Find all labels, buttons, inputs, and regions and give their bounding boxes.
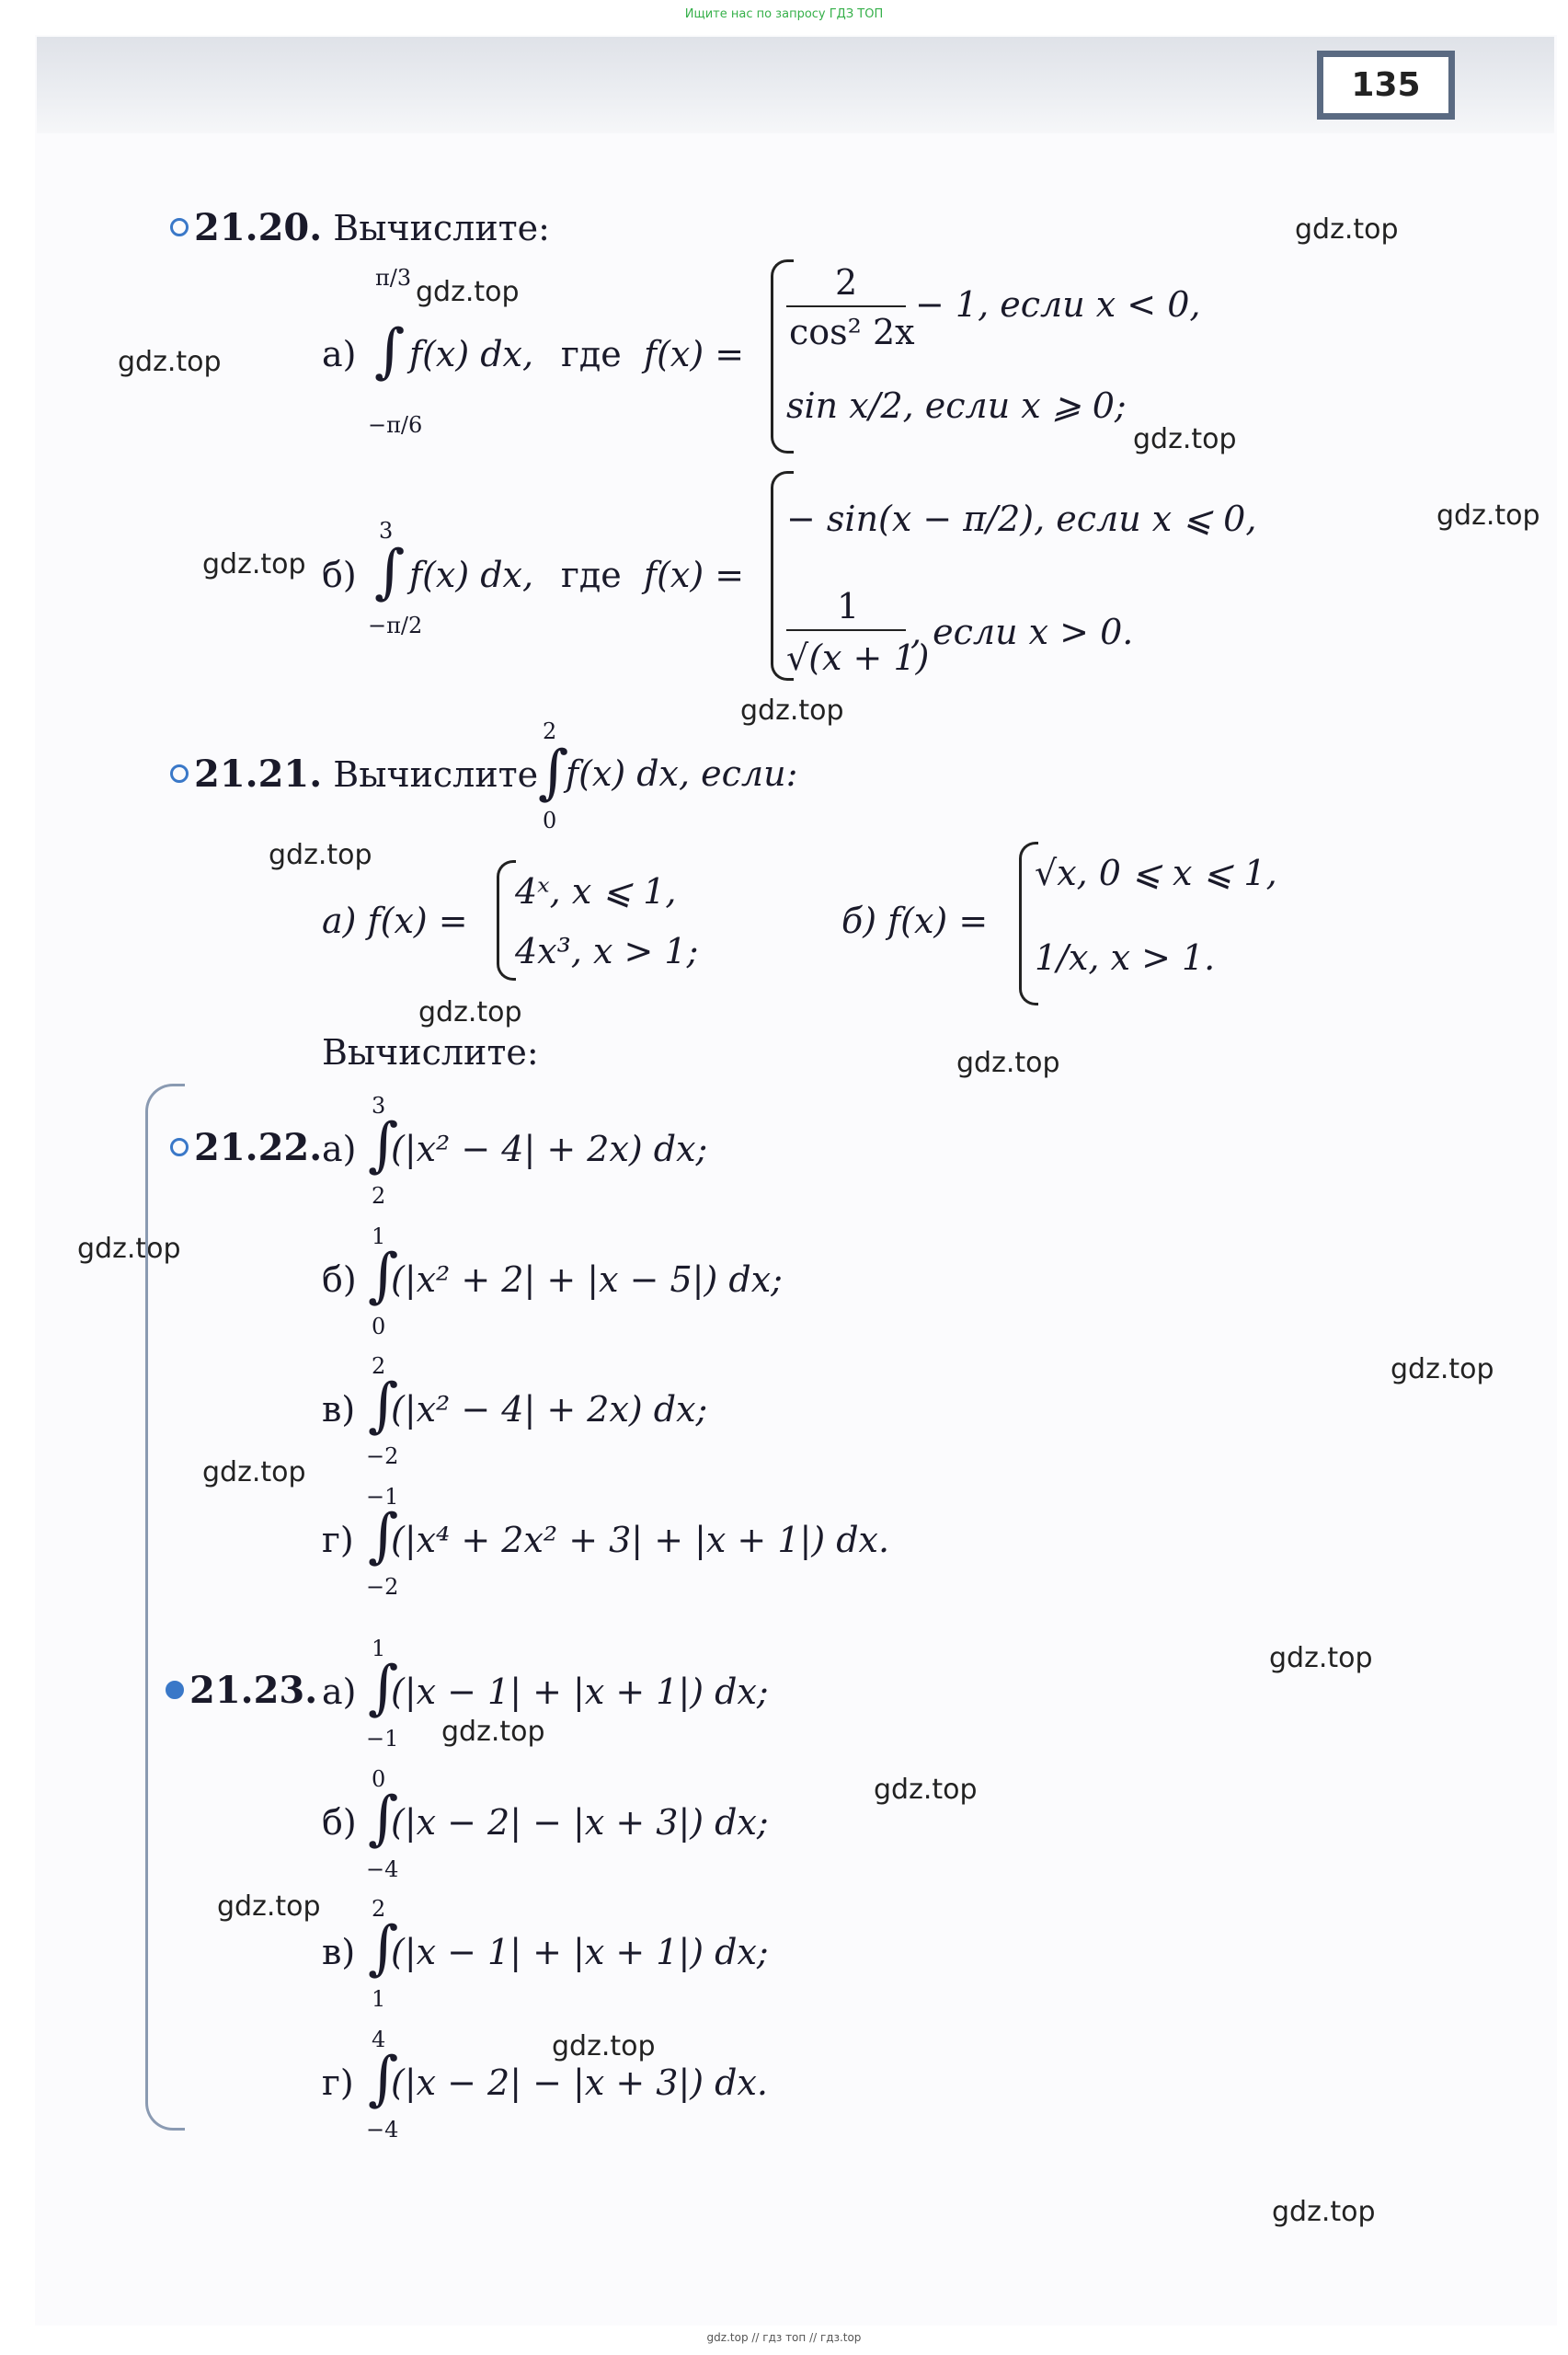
- integrand-expression: (|x − 1| + |x + 1|) dx;: [391, 1932, 769, 1972]
- case-condition: − 1, если x < 0,: [915, 284, 1201, 325]
- watermark: gdz.top: [1436, 500, 1540, 532]
- item-label: а) f(x) =: [322, 901, 468, 941]
- watermark: gdz.top: [77, 1233, 181, 1265]
- problem-21-23-heading: [166, 1669, 318, 1712]
- integral-upper-limit: 4: [372, 2027, 386, 2052]
- integral-sign-icon: ∫: [368, 1914, 399, 1982]
- page-number: 135: [1317, 51, 1455, 120]
- problem-number: 21.23.: [189, 1669, 318, 1712]
- integrand: f(x) dx, если:: [566, 753, 798, 794]
- integral-upper-limit: 3: [372, 1093, 386, 1119]
- where-word: где: [561, 334, 622, 374]
- problem-marker-filled-icon: [166, 1681, 184, 1699]
- top-banner-text: Ищите нас по запросу ГДЗ ТОП: [684, 7, 884, 21]
- integrand: f(x) dx,: [409, 555, 534, 595]
- group-bracket: [145, 1084, 185, 2131]
- item-label: б): [322, 555, 357, 595]
- problem-marker-icon: [170, 764, 189, 783]
- integral-upper-limit: 2: [372, 1896, 386, 1922]
- watermark: gdz.top: [1133, 423, 1237, 455]
- integral-lower-limit: 1: [372, 1986, 386, 2012]
- integral-lower-limit: −2: [366, 1574, 399, 1600]
- case-expression: 4ˣ, x ⩽ 1,: [515, 871, 677, 912]
- watermark: gdz.top: [874, 1774, 978, 1806]
- integral-sign-icon: ∫: [368, 1111, 399, 1179]
- integral-lower-limit: −π/2: [368, 613, 423, 638]
- case-condition: , если x > 0.: [910, 612, 1134, 652]
- problem-marker-icon: [170, 1138, 189, 1156]
- item-label: б): [322, 1259, 357, 1300]
- watermark: gdz.top: [202, 1456, 306, 1488]
- watermark: gdz.top: [956, 1047, 1060, 1079]
- integrand-expression: (|x − 1| + |x + 1|) dx;: [391, 1671, 769, 1712]
- integral-upper-limit: 0: [372, 1766, 386, 1792]
- integral-upper-limit: −1: [366, 1484, 399, 1510]
- watermark: gdz.top: [1295, 213, 1399, 246]
- watermark: gdz.top: [740, 695, 844, 727]
- problem-title: Вычислите:: [333, 208, 550, 248]
- case-expression: √x, 0 ⩽ x ⩽ 1,: [1035, 853, 1277, 893]
- fraction-bar: [786, 629, 906, 631]
- integral-lower-limit: 0: [372, 1314, 386, 1339]
- case-expression: − sin(x − π/2), если x ⩽ 0,: [786, 499, 1257, 539]
- watermark: gdz.top: [416, 276, 520, 308]
- problem-number: 21.21.: [194, 752, 323, 796]
- problem-title: Вычислите: [333, 754, 539, 795]
- integral-sign-icon: ∫: [368, 1654, 399, 1722]
- problem-marker-icon: [170, 218, 189, 236]
- watermark: gdz.top: [441, 1716, 545, 1748]
- integral-lower-limit: −2: [366, 1443, 399, 1469]
- page-sheet: [35, 35, 1557, 2326]
- integral-sign-icon: ∫: [368, 1785, 399, 1853]
- fraction-numerator: 1: [837, 586, 860, 626]
- integral-lower-limit: −1: [366, 1726, 399, 1752]
- integral-lower-limit: 0: [543, 808, 557, 833]
- watermark: gdz.top: [1272, 2196, 1376, 2228]
- integral-lower-limit: 2: [372, 1183, 386, 1209]
- fraction-denominator: √(x + 1): [786, 638, 930, 678]
- integral-sign-icon: ∫: [368, 2045, 399, 2113]
- section-subtitle: Вычислите:: [322, 1032, 539, 1073]
- integrand-expression: (|x − 2| − |x + 3|) dx;: [391, 1802, 769, 1843]
- item-label: б): [322, 1802, 357, 1843]
- problem-21-21-heading: [170, 752, 539, 796]
- integral-upper-limit: 3: [379, 518, 394, 544]
- integrand-expression: (|x⁴ + 2x² + 3| + |x + 1|) dx.: [391, 1520, 890, 1560]
- item-label: а): [322, 334, 357, 374]
- integral-upper-limit: 2: [543, 718, 557, 744]
- cases-brace: [497, 860, 516, 981]
- function-def: f(x) =: [644, 555, 745, 595]
- watermark: gdz.top: [118, 346, 222, 378]
- item-label: б) f(x) =: [841, 901, 989, 941]
- integral-upper-limit: 2: [372, 1353, 386, 1379]
- watermark: gdz.top: [1391, 1353, 1494, 1385]
- integral-lower-limit: −4: [366, 1856, 399, 1882]
- integral-lower-limit: −π/6: [368, 412, 423, 438]
- item-label: г): [322, 2062, 354, 2103]
- problem-21-22-heading: [170, 1126, 323, 1169]
- item-label: г): [322, 1520, 354, 1560]
- integrand: f(x) dx,: [409, 334, 534, 374]
- case-expression: 1/x, x > 1.: [1035, 937, 1216, 978]
- integral-upper-limit: 1: [372, 1636, 386, 1661]
- problem-number: 21.20.: [194, 206, 323, 249]
- integral-upper-limit: π/3: [375, 265, 412, 291]
- integral-sign-icon: ∫: [368, 1502, 399, 1570]
- fraction-bar: [786, 305, 906, 307]
- item-label: в): [322, 1389, 356, 1430]
- case-expression: 4x³, x > 1;: [515, 931, 699, 971]
- integrand-expression: (|x² − 4| + 2x) dx;: [391, 1389, 708, 1430]
- watermark: gdz.top: [552, 2030, 656, 2062]
- problem-21-20-heading: [170, 206, 550, 249]
- fraction-numerator: 2: [835, 262, 858, 303]
- integral-sign-icon: ∫: [368, 1242, 399, 1310]
- fraction-denominator: cos² 2x: [789, 312, 915, 352]
- integrand-expression: (|x² + 2| + |x − 5|) dx;: [391, 1259, 783, 1300]
- where-word: где: [561, 555, 622, 595]
- case-expression: sin x/2, если x ⩾ 0;: [786, 385, 1127, 426]
- watermark: gdz.top: [269, 839, 372, 871]
- footer-text: gdz.top // гдз топ // гдз.top: [706, 2331, 862, 2344]
- watermark: gdz.top: [217, 1890, 321, 1923]
- integral-sign-icon: ∫: [368, 1372, 399, 1440]
- integral-sign-icon: ∫: [538, 739, 569, 807]
- integral-lower-limit: −4: [366, 2117, 399, 2142]
- watermark: gdz.top: [418, 996, 522, 1028]
- integrand-expression: (|x² − 4| + 2x) dx;: [391, 1129, 708, 1169]
- integral-sign-icon: ∫: [374, 317, 406, 385]
- integral-sign-icon: ∫: [374, 538, 406, 606]
- integrand-expression: (|x − 2| − |x + 3|) dx.: [391, 2062, 768, 2103]
- function-def: f(x) =: [644, 334, 745, 374]
- item-label: а): [322, 1671, 357, 1712]
- watermark: gdz.top: [1269, 1642, 1373, 1674]
- watermark: gdz.top: [202, 548, 306, 580]
- item-label: в): [322, 1932, 356, 1972]
- integral-upper-limit: 1: [372, 1223, 386, 1249]
- problem-number: 21.22.: [194, 1126, 323, 1169]
- item-label: а): [322, 1129, 357, 1169]
